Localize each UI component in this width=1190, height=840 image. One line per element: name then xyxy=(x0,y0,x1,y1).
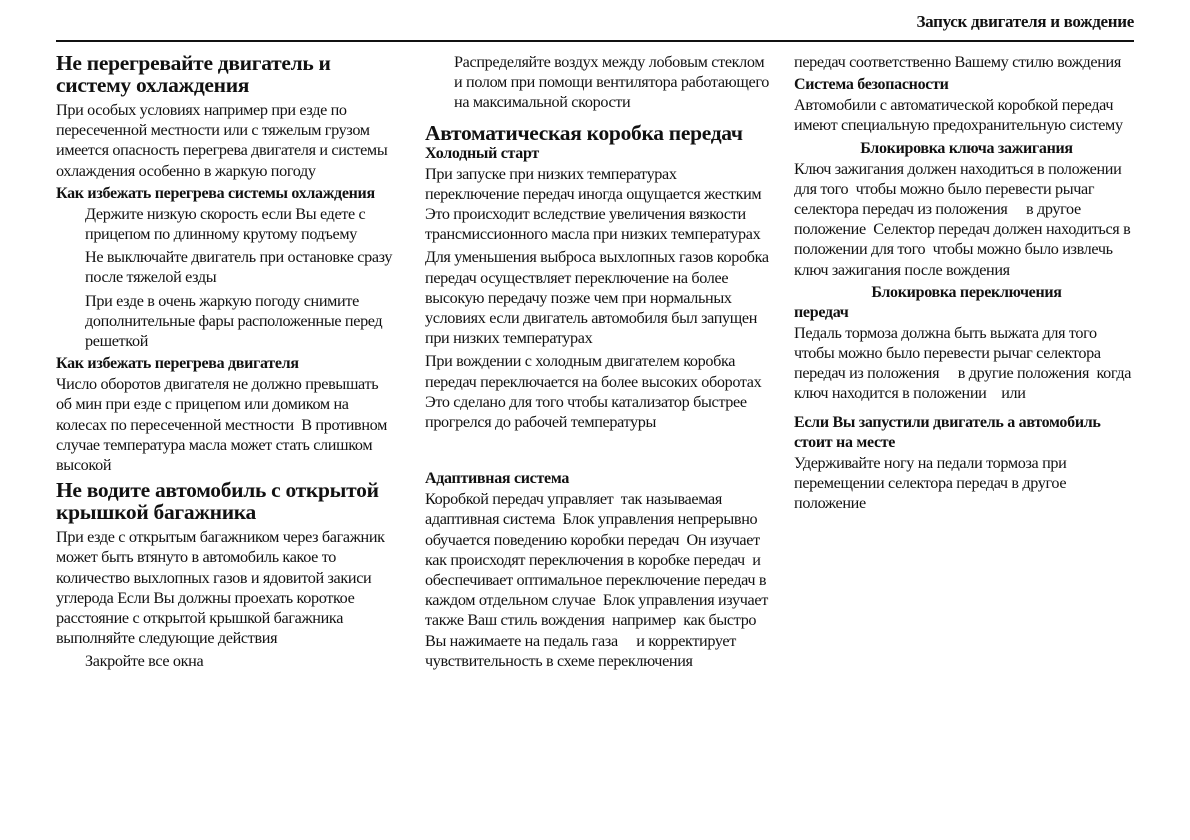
paragraph: Ключ зажигания должен находиться в положении для того чтобы можно было перевести рычаг селектора передач из положения в другое положение Селектор передач должен находиться в положении для того чтобы можно было извлечь ключ зажигания после вождения xyxy=(794,159,1137,279)
section-heading-overheat: Не перегревайте двигатель и систему охлаждения xyxy=(56,51,331,97)
subheading-shift-lock: Блокировка переключения xyxy=(871,283,1062,301)
header-rule xyxy=(56,40,1134,42)
section-heading-automatic: Автоматическая коробка передач xyxy=(425,120,743,145)
list-item: Закройте все окна xyxy=(85,652,204,671)
subheading-engine: Как избежать перегрева двигателя xyxy=(56,355,299,373)
subheading-shift-lock-cont: передач xyxy=(794,303,849,321)
subheading-stationary: Если Вы запустили двигатель а автомобиль стоит на месте xyxy=(794,413,1101,451)
subheading-adaptive: Адаптивная система xyxy=(425,470,570,488)
subheading-cold-start: Холодный старт xyxy=(425,144,539,162)
paragraph: Педаль тормоза должна быть выжата для того чтобы можно было перевести рычаг селектора передач из положения в другие положения когда ключ находится в положении или xyxy=(794,323,1135,403)
list-item: Не выключайте двигатель при остановке сразу после тяжелой езды xyxy=(85,248,393,287)
section-heading-trunk: Не водите автомобиль с открытой крышкой багажника xyxy=(56,478,379,525)
subheading-cooling: Как избежать перегрева системы охлаждения xyxy=(56,184,375,202)
subheading-key-lock: Блокировка ключа зажигания xyxy=(860,139,1073,157)
column-1 xyxy=(56,51,416,675)
paragraph: Коробкой передач управляет так называемая адаптивная система Блок управления непрерывно обучается поведению коробки передач Он изучает как происходят переключения в коробке передач и обеспечивает оптимальное переключение передач в каждом отдельном случае Блок управления изучает также Ваш стиль вождения например как быстро Вы нажимаете на педаль газа и корректирует чувствительность в схеме переключения xyxy=(425,490,772,670)
paragraph: При езде с открытым багажником через багажник может быть втянуто в автомобиль какое то количество выхлопных газов и ядовитой закиси углерода Если Вы должны проехать короткое расстояние с открытой крышкой багажника выполняйте следующие действия xyxy=(56,528,385,648)
paragraph: При запуске при низких температурах переключение передач иногда ощущается жестким Это происходит вследствие увеличения вязкости трансмиссионного масла при низких температурах xyxy=(425,164,762,244)
running-header: Запуск двигателя и вождение xyxy=(916,12,1134,31)
paragraph: Автомобили с автоматической коробкой передач имеют специальную предохранительную систему xyxy=(794,96,1123,135)
paragraph: При особых условиях например при езде по пересеченной местности или с тяжелым грузом имеется опасность перегрева двигателя и системы охлаждения особенно в жаркую погоду xyxy=(56,101,388,180)
paragraph: Число оборотов двигателя не должно превышать об мин при езде с прицепом или домиком на колесах по пересеченной местности В противном случае температура масла может стать слишком высокой xyxy=(56,375,416,475)
list-item: При езде в очень жаркую погоду снимите дополнительные фары расположенные перед решеткой xyxy=(85,291,383,351)
paragraph: При вождении с холодным двигателем коробка передач переключается на более высоких оборотах Это сделано для того чтобы катализатор быстрее прогрелся до рабочей температуры xyxy=(425,352,762,432)
paragraph: Удерживайте ногу на педали тормоза при перемещении селектора передач в другое положение xyxy=(794,453,1067,513)
list-item: Распределяйте воздух между лобовым стеклом и полом при помощи вентилятора работающего на максимальной скорости xyxy=(454,53,769,112)
subheading-safety: Система безопасности xyxy=(794,76,949,94)
paragraph: передач соответственно Вашему стилю вождения xyxy=(794,53,1121,71)
column-2 xyxy=(425,52,770,674)
paragraph: Для уменьшения выброса выхлопных газов коробка передач осуществляет переключение на более высокую передачу позже чем при нормальных условиях если двигатель автомобиля был запущен при низких температурах xyxy=(425,248,769,348)
column-3 xyxy=(794,52,1139,516)
list-item: Держите низкую скорость если Вы едете с прицепом по длинному крутому подъему xyxy=(85,204,366,244)
